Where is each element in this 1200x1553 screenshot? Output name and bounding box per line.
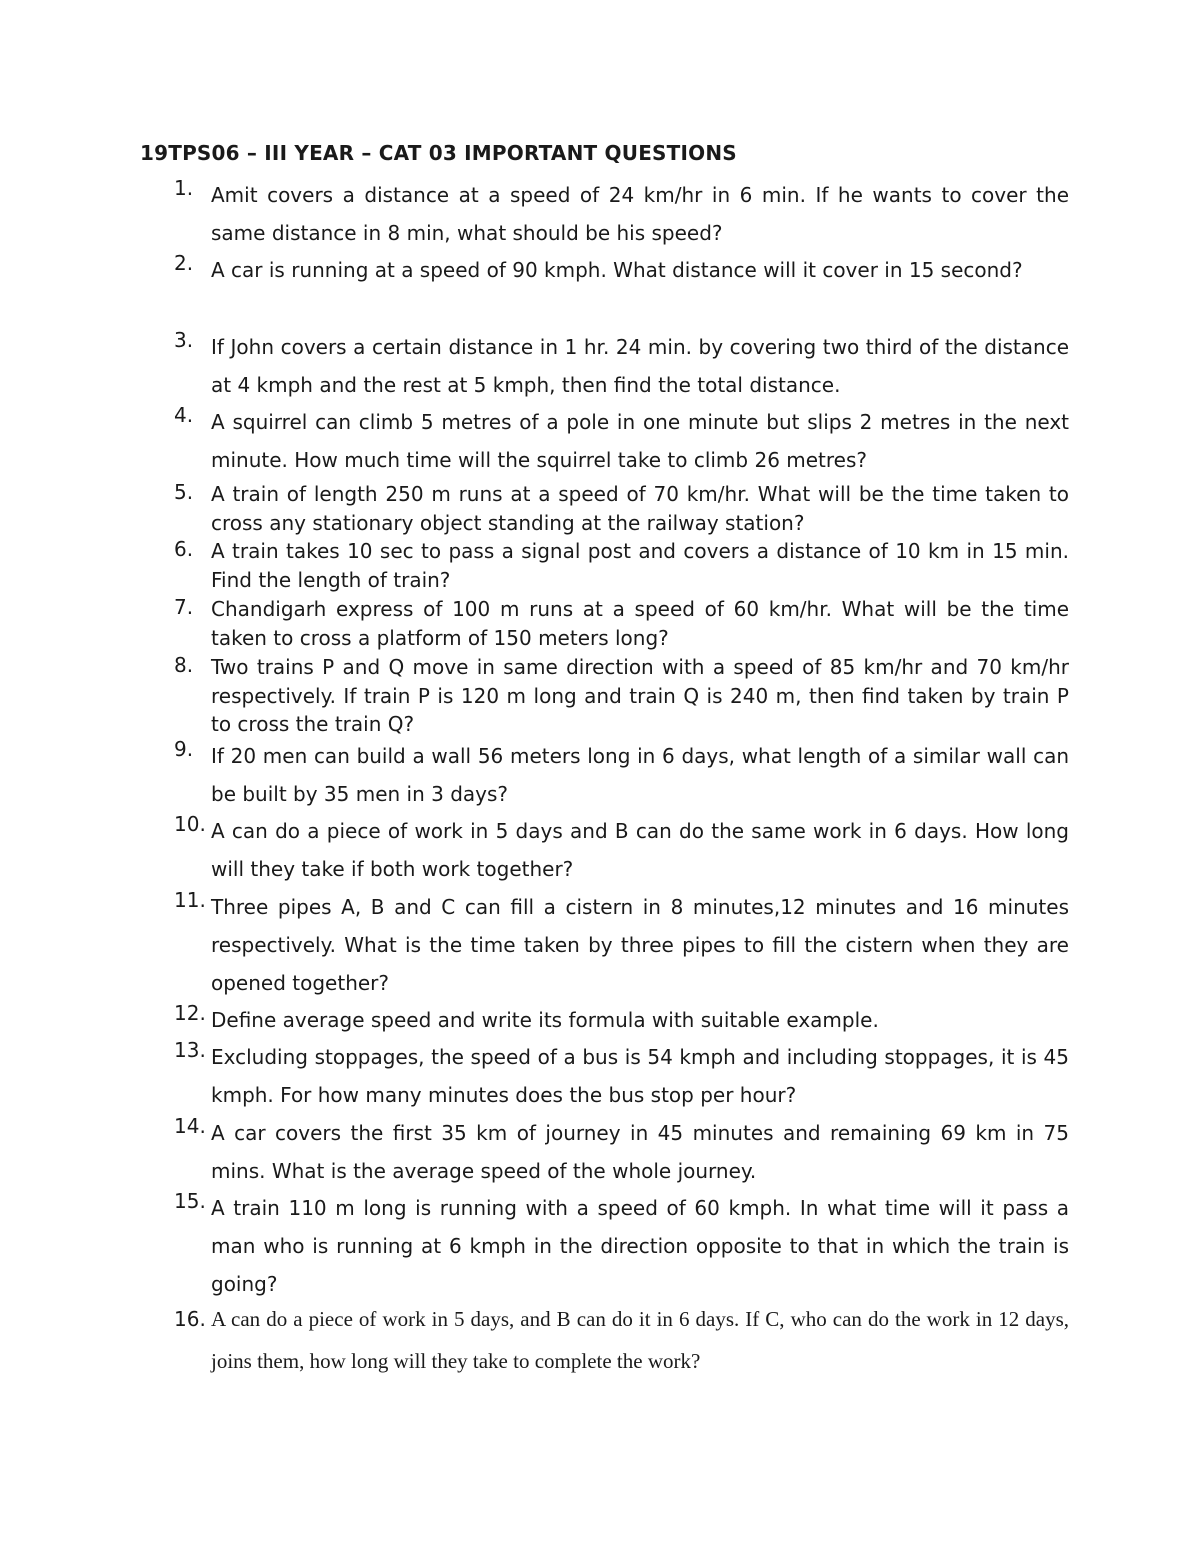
question-number: 16. xyxy=(174,1307,206,1331)
question-text: A train of length 250 m runs at a speed of 70 km/hr. What will be the time taken to cross any stationary object standing at the railway station? xyxy=(211,482,1069,535)
question-number: 13. xyxy=(174,1038,206,1062)
question-text: A can do a piece of work in 5 days and B can do the same work in 6 days. How long will they take if both work together? xyxy=(211,819,1069,881)
question-number: 9. xyxy=(174,737,194,761)
question-number: 4. xyxy=(174,403,194,427)
question-number: 1. xyxy=(174,176,194,200)
question-number: 10. xyxy=(174,812,206,836)
question-text: If 20 men can build a wall 56 meters long in 6 days, what length of a similar wall can be built by 35 men in 3 days? xyxy=(211,744,1069,806)
question-text: A train 110 m long is running with a speed of 60 kmph. In what time will it pass a man who is running at 6 kmph in the direction opposite to that in which the train is going? xyxy=(211,1196,1069,1296)
question-number: 5. xyxy=(174,480,194,504)
question-text: A train takes 10 sec to pass a signal post and covers a distance of 10 km in 15 min. Find the length of train? xyxy=(211,539,1069,592)
question-number: 2. xyxy=(174,251,194,275)
question-text: Three pipes A, B and C can fill a cistern in 8 minutes,12 minutes and 16 minutes respectively. What is the time taken by three pipes to fill the cistern when they are opened together? xyxy=(211,895,1069,995)
question-number: 11. xyxy=(174,888,206,912)
question-number: 12. xyxy=(174,1001,206,1025)
question-text: A can do a piece of work in 5 days, and B can do it in 6 days. If C, who can do the work in 12 days, joins them, how long will they take to complete the work? xyxy=(211,1307,1069,1373)
question-text: If John covers a certain distance in 1 hr. 24 min. by covering two third of the distance at 4 kmph and the rest at 5 kmph, then find the total distance. xyxy=(211,335,1069,397)
question-text: A squirrel can climb 5 metres of a pole in one minute but slips 2 metres in the next minute. How much time will the squirrel take to climb 26 metres? xyxy=(211,410,1069,472)
question-number: 3. xyxy=(174,328,194,352)
question-text: Excluding stoppages, the speed of a bus is 54 kmph and including stoppages, it is 45 kmph. For how many minutes does the bus stop per hour? xyxy=(211,1045,1069,1107)
question-text: Two trains P and Q move in same direction with a speed of 85 km/hr and 70 km/hr respectively. If train P is 120 m long and train Q is 240 m, then find taken by train P to cross the train Q? xyxy=(211,655,1069,736)
question-number: 15. xyxy=(174,1189,206,1213)
page-title: 19TPS06 – III YEAR – CAT 03 IMPORTANT QUESTIONS xyxy=(140,141,737,165)
question-number: 14. xyxy=(174,1114,206,1138)
question-text: A car covers the first 35 km of journey in 45 minutes and remaining 69 km in 75 mins. What is the average speed of the whole journey. xyxy=(211,1121,1069,1183)
question-number: 6. xyxy=(174,537,194,561)
question-text: Define average speed and write its formula with suitable example. xyxy=(211,1008,879,1032)
question-text: Amit covers a distance at a speed of 24 km/hr in 6 min. If he wants to cover the same distance in 8 min, what should be his speed? xyxy=(211,183,1069,245)
question-number: 7. xyxy=(174,595,194,619)
question-text: A car is running at a speed of 90 kmph. What distance will it cover in 15 second? xyxy=(211,258,1023,282)
question-text: Chandigarh express of 100 m runs at a speed of 60 km/hr. What will be the time taken to cross a platform of 150 meters long? xyxy=(211,597,1069,650)
question-number: 8. xyxy=(174,653,194,677)
